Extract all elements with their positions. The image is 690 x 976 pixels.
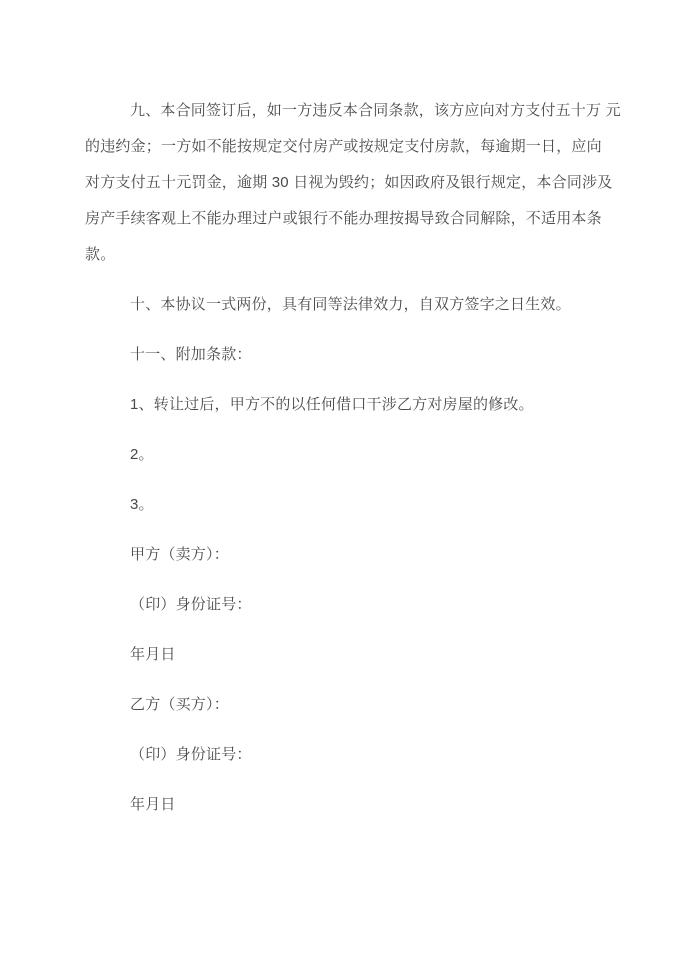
paragraph-clause-9: [85, 93, 621, 273]
text-line: 乙方（买方）：: [130, 696, 229, 713]
text-line: （印）身份证号：: [130, 746, 252, 763]
paragraph-party-a-label: [85, 537, 605, 573]
text-line: 3。: [130, 496, 154, 513]
paragraph-clause-10: [85, 287, 605, 323]
paragraph-clause-11: [85, 337, 605, 373]
paragraph-party-a-date: [85, 637, 605, 673]
paragraph-additional-term-3: [85, 487, 605, 523]
text-line: 年月日: [130, 646, 176, 663]
text-line: 年月日: [130, 796, 176, 813]
text-line: 的违约金；一方如不能按规定交付房产或按规定支付房款，每逾期一日，应向: [85, 138, 602, 155]
text-line: 房产手续客观上不能办理过户或银行不能办理按揭导致合同解除，不适用本条: [85, 210, 602, 227]
text-line: 十一、附加条款：: [130, 346, 252, 363]
text-line: 款。: [85, 246, 116, 263]
text-line: 甲方（卖方）：: [130, 546, 229, 563]
paragraph-party-b-date: [85, 787, 605, 823]
paragraph-party-b-label: [85, 687, 605, 723]
text-line: 九、本合同签订后，如一方违反本合同条款，该方应向对方支付五十万 元: [130, 102, 621, 119]
text-line: 1、转让过后，甲方不的以任何借口干涉乙方对房屋的修改。: [130, 396, 534, 413]
text-line: 对方支付五十元罚金，逾期 30 日视为毁约；如因政府及银行规定，本合同涉及: [85, 174, 613, 191]
text-line: （印）身份证号：: [130, 596, 252, 613]
paragraph-additional-term-2: [85, 437, 605, 473]
text-line: 十、本协议一式两份，具有同等法律效力，自双方签字之日生效。: [130, 296, 571, 313]
paragraph-party-a-id: [85, 587, 605, 623]
text-line: 2。: [130, 446, 154, 463]
paragraph-additional-term-1: [85, 387, 605, 423]
paragraph-party-b-id: [85, 737, 605, 773]
